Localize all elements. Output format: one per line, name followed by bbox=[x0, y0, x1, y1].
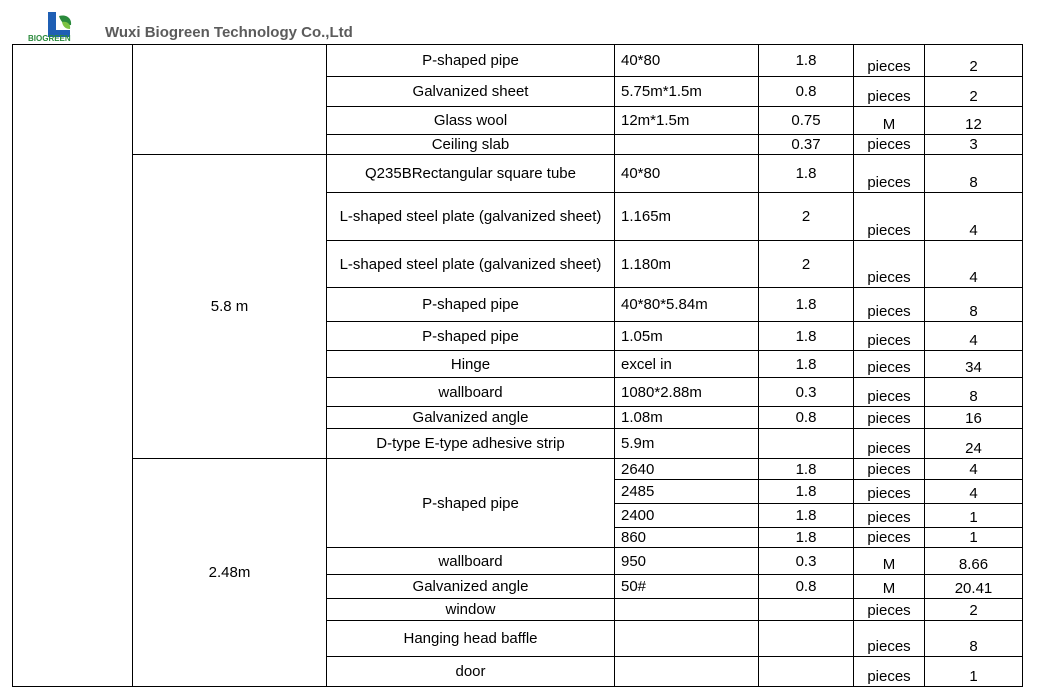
item-name: wallboard bbox=[327, 548, 615, 575]
item-spec bbox=[615, 657, 759, 687]
item-unit: pieces bbox=[854, 193, 925, 241]
item-unit: pieces bbox=[854, 351, 925, 378]
item-spec: 5.75m*1.5m bbox=[615, 77, 759, 107]
item-thickness: 0.8 bbox=[759, 575, 854, 599]
item-spec bbox=[615, 135, 759, 155]
item-qty: 1 bbox=[925, 504, 1023, 528]
item-thickness bbox=[759, 657, 854, 687]
item-thickness bbox=[759, 599, 854, 621]
item-spec: 50# bbox=[615, 575, 759, 599]
item-qty: 16 bbox=[925, 407, 1023, 429]
item-name: Hinge bbox=[327, 351, 615, 378]
item-thickness: 1.8 bbox=[759, 459, 854, 480]
item-unit: pieces bbox=[854, 45, 925, 77]
item-unit: pieces bbox=[854, 135, 925, 155]
item-spec: 860 bbox=[615, 528, 759, 548]
group-cell: 5.8 m bbox=[133, 155, 327, 459]
item-unit: pieces bbox=[854, 480, 925, 504]
item-spec: 40*80*5.84m bbox=[615, 288, 759, 322]
item-unit: M bbox=[854, 107, 925, 135]
item-unit: pieces bbox=[854, 429, 925, 459]
table-row bbox=[13, 45, 1023, 77]
item-name: D-type E-type adhesive strip bbox=[327, 429, 615, 459]
item-name: P-shaped pipe bbox=[327, 288, 615, 322]
item-name: P-shaped pipe bbox=[327, 322, 615, 351]
item-unit: pieces bbox=[854, 528, 925, 548]
item-thickness: 1.8 bbox=[759, 288, 854, 322]
item-unit: pieces bbox=[854, 378, 925, 407]
item-qty: 2 bbox=[925, 599, 1023, 621]
item-name: Galvanized angle bbox=[327, 575, 615, 599]
item-name: L-shaped steel plate (galvanized sheet) bbox=[327, 241, 615, 288]
item-qty: 8 bbox=[925, 155, 1023, 193]
item-thickness: 1.8 bbox=[759, 155, 854, 193]
item-spec: 950 bbox=[615, 548, 759, 575]
item-qty: 8.66 bbox=[925, 548, 1023, 575]
item-thickness: 1.8 bbox=[759, 504, 854, 528]
item-qty: 4 bbox=[925, 241, 1023, 288]
item-thickness: 1.8 bbox=[759, 322, 854, 351]
item-spec: 5.9m bbox=[615, 429, 759, 459]
item-spec: 1.08m bbox=[615, 407, 759, 429]
table-row bbox=[13, 155, 1023, 193]
item-thickness: 1.8 bbox=[759, 351, 854, 378]
item-qty: 1 bbox=[925, 528, 1023, 548]
item-qty: 1 bbox=[925, 657, 1023, 687]
item-name: P-shaped pipe bbox=[327, 459, 615, 548]
item-name: Q235BRectangular square tube bbox=[327, 155, 615, 193]
item-unit: pieces bbox=[854, 155, 925, 193]
item-thickness: 0.8 bbox=[759, 407, 854, 429]
item-unit: pieces bbox=[854, 322, 925, 351]
item-name: window bbox=[327, 599, 615, 621]
item-thickness bbox=[759, 429, 854, 459]
item-spec: 2400 bbox=[615, 504, 759, 528]
item-spec: 40*80 bbox=[615, 155, 759, 193]
left-margin-cell bbox=[13, 45, 133, 687]
item-name: door bbox=[327, 657, 615, 687]
item-qty: 8 bbox=[925, 621, 1023, 657]
item-qty: 4 bbox=[925, 480, 1023, 504]
item-qty: 2 bbox=[925, 45, 1023, 77]
group-cell bbox=[133, 45, 327, 155]
item-unit: pieces bbox=[854, 621, 925, 657]
item-unit: pieces bbox=[854, 459, 925, 480]
item-spec bbox=[615, 599, 759, 621]
item-spec: 1.165m bbox=[615, 193, 759, 241]
item-qty: 2 bbox=[925, 77, 1023, 107]
item-thickness: 0.8 bbox=[759, 77, 854, 107]
item-unit: M bbox=[854, 548, 925, 575]
company-name: Wuxi Biogreen Technology Co.,Ltd bbox=[105, 24, 353, 41]
page-header bbox=[0, 0, 1037, 44]
item-unit: pieces bbox=[854, 241, 925, 288]
item-qty: 4 bbox=[925, 322, 1023, 351]
item-unit: pieces bbox=[854, 77, 925, 107]
item-unit: pieces bbox=[854, 288, 925, 322]
item-spec: 1080*2.88m bbox=[615, 378, 759, 407]
item-qty: 8 bbox=[925, 378, 1023, 407]
item-thickness: 1.8 bbox=[759, 528, 854, 548]
item-unit: pieces bbox=[854, 504, 925, 528]
item-name: Galvanized sheet bbox=[327, 77, 615, 107]
item-name: P-shaped pipe bbox=[327, 45, 615, 77]
item-qty: 34 bbox=[925, 351, 1023, 378]
item-unit: M bbox=[854, 575, 925, 599]
item-unit: pieces bbox=[854, 407, 925, 429]
table-row bbox=[13, 459, 1023, 480]
item-qty: 4 bbox=[925, 459, 1023, 480]
item-name: Ceiling slab bbox=[327, 135, 615, 155]
logo-text: BIOGREEN bbox=[28, 34, 71, 43]
item-spec: 12m*1.5m bbox=[615, 107, 759, 135]
item-name: Galvanized angle bbox=[327, 407, 615, 429]
item-thickness bbox=[759, 621, 854, 657]
materials-table bbox=[12, 44, 1023, 687]
group-cell: 2.48m bbox=[133, 459, 327, 687]
item-spec: excel in bbox=[615, 351, 759, 378]
item-name: Hanging head baffle bbox=[327, 621, 615, 657]
item-name: Glass wool bbox=[327, 107, 615, 135]
item-spec bbox=[615, 621, 759, 657]
item-thickness: 1.8 bbox=[759, 480, 854, 504]
item-thickness: 1.8 bbox=[759, 45, 854, 77]
item-spec: 1.180m bbox=[615, 241, 759, 288]
item-qty: 24 bbox=[925, 429, 1023, 459]
item-unit: pieces bbox=[854, 657, 925, 687]
item-thickness: 0.75 bbox=[759, 107, 854, 135]
item-spec: 1.05m bbox=[615, 322, 759, 351]
item-thickness: 2 bbox=[759, 241, 854, 288]
item-spec: 40*80 bbox=[615, 45, 759, 77]
item-qty: 20.41 bbox=[925, 575, 1023, 599]
item-thickness: 0.37 bbox=[759, 135, 854, 155]
item-qty: 4 bbox=[925, 193, 1023, 241]
item-qty: 3 bbox=[925, 135, 1023, 155]
item-thickness: 2 bbox=[759, 193, 854, 241]
item-name: L-shaped steel plate (galvanized sheet) bbox=[327, 193, 615, 241]
item-qty: 8 bbox=[925, 288, 1023, 322]
item-unit: pieces bbox=[854, 599, 925, 621]
item-spec: 2640 bbox=[615, 459, 759, 480]
item-qty: 12 bbox=[925, 107, 1023, 135]
item-name: wallboard bbox=[327, 378, 615, 407]
item-thickness: 0.3 bbox=[759, 548, 854, 575]
item-thickness: 0.3 bbox=[759, 378, 854, 407]
item-spec: 2485 bbox=[615, 480, 759, 504]
